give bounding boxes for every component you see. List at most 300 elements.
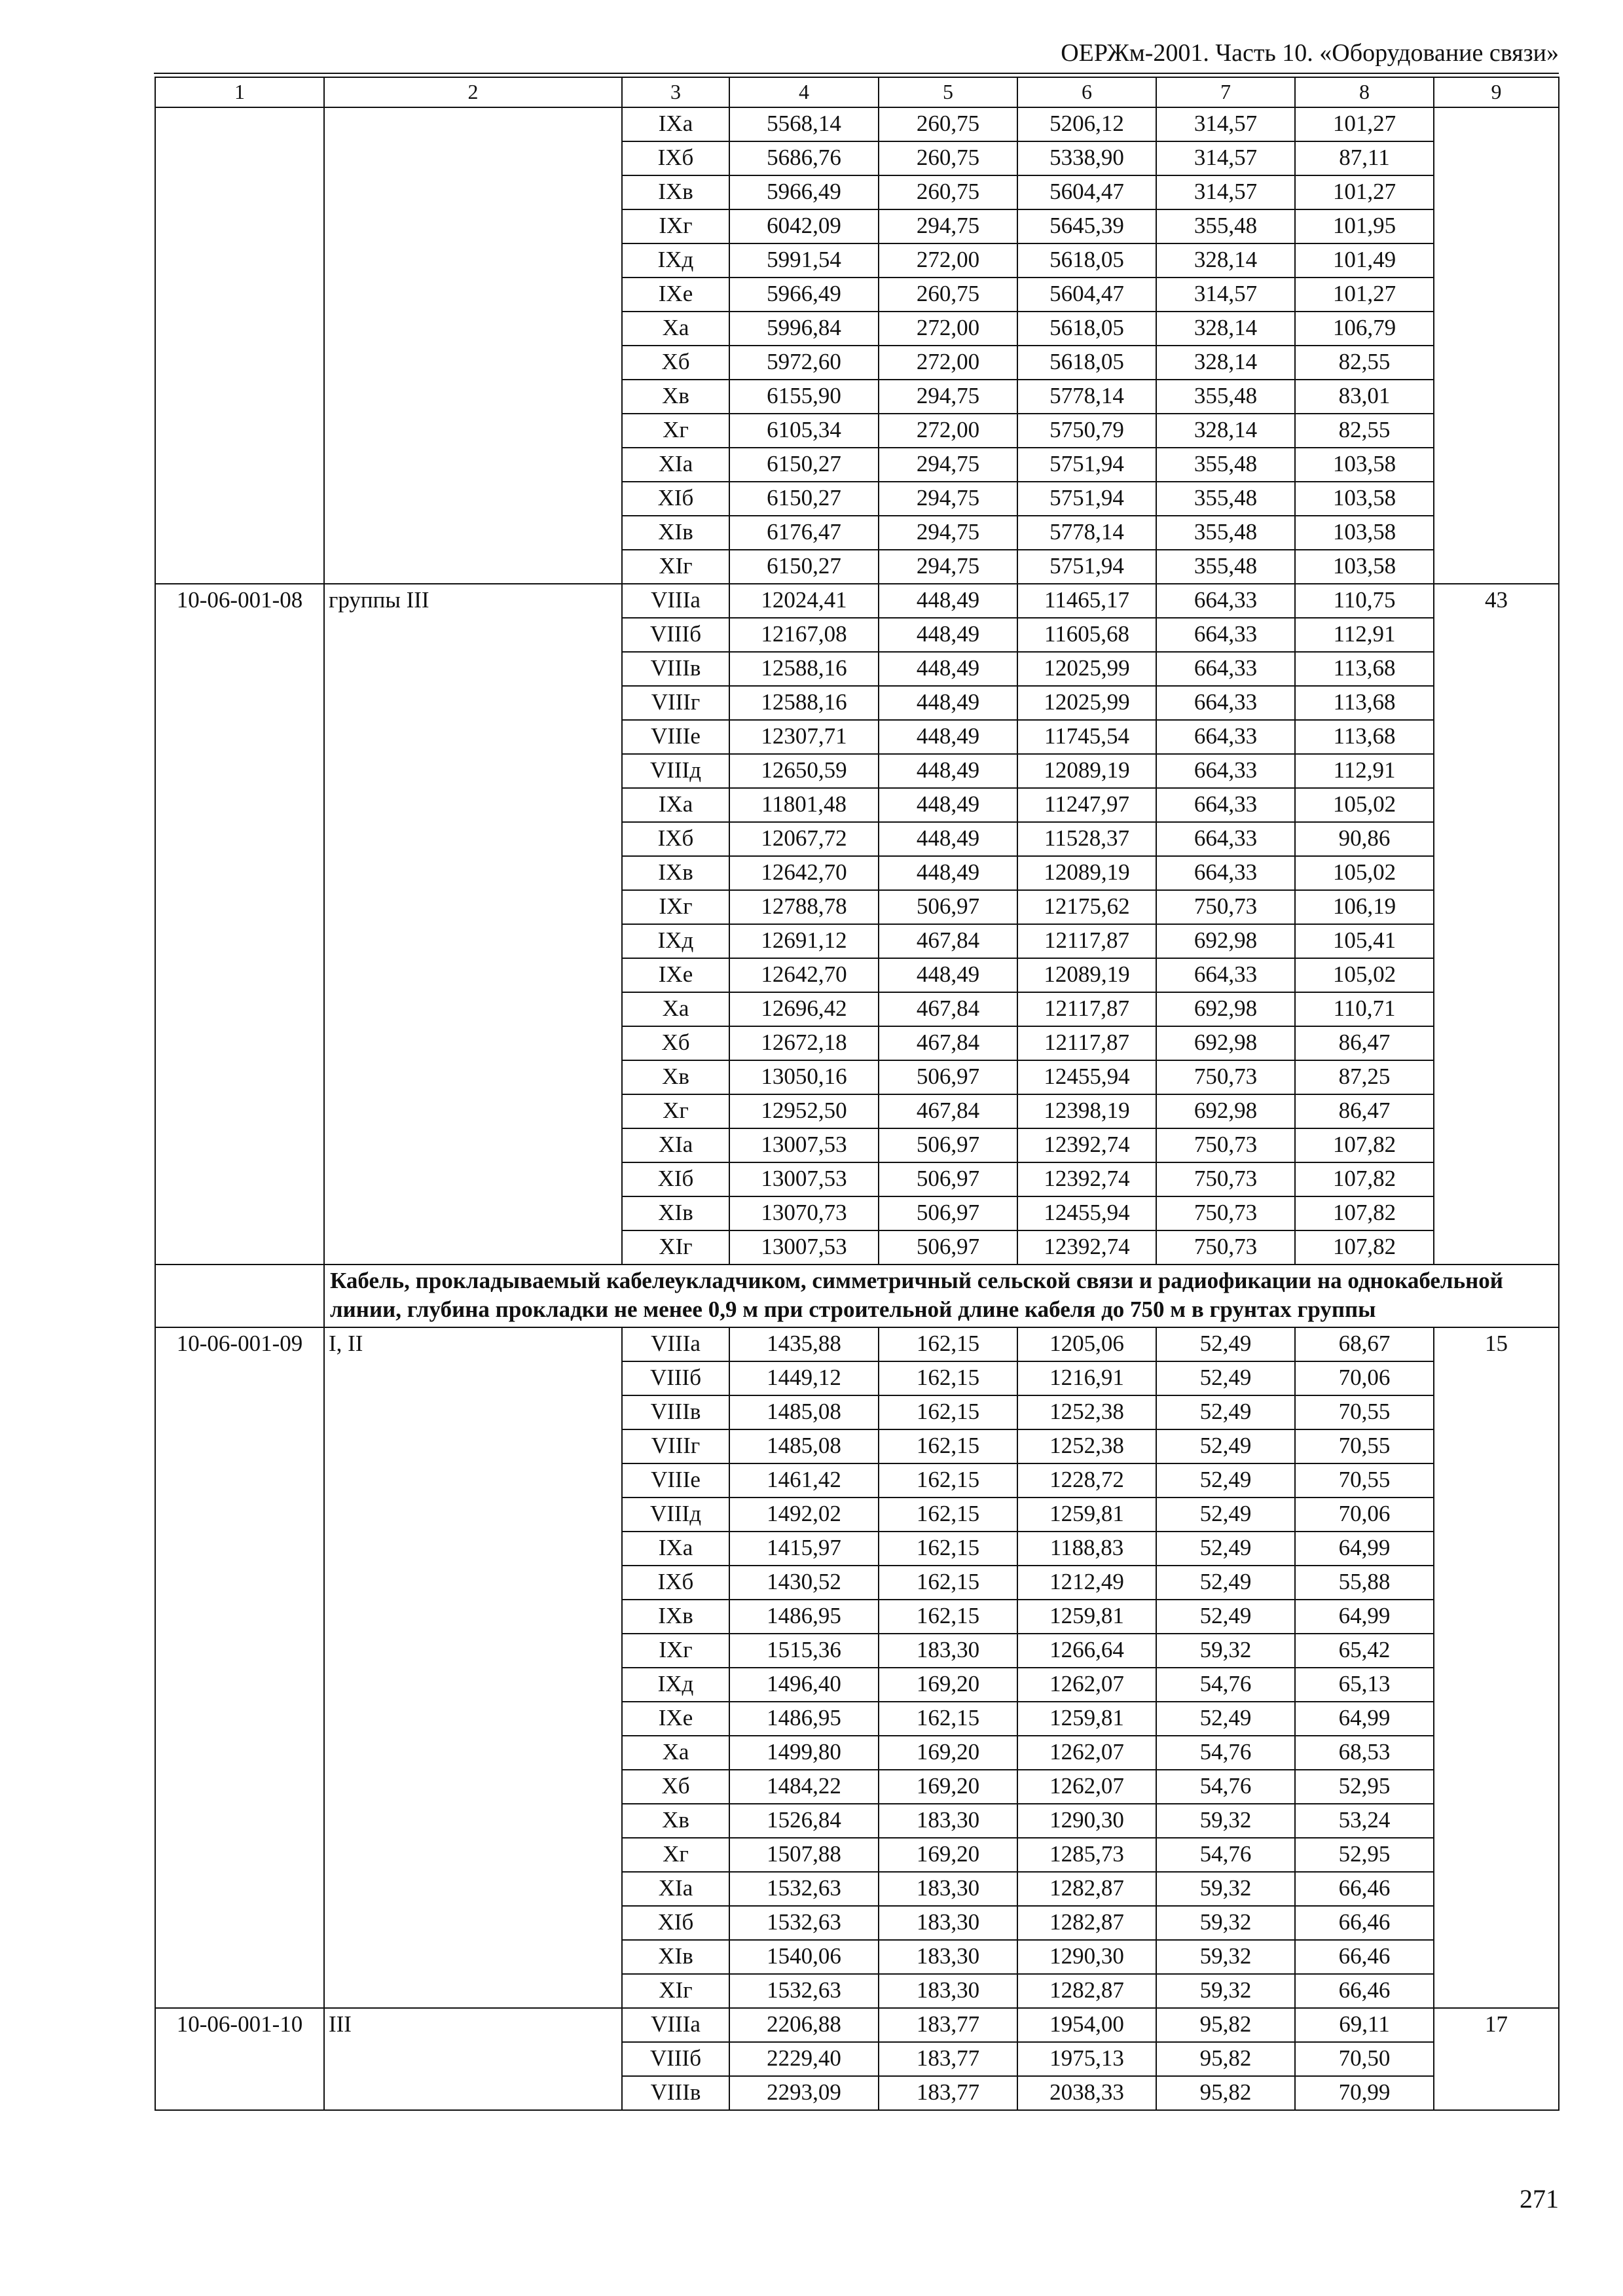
value-cell: 314,57 — [1156, 278, 1295, 312]
value-cell: 355,48 — [1156, 448, 1295, 482]
region-code: VIIIе — [622, 720, 729, 754]
value-cell: 183,77 — [879, 2008, 1017, 2042]
value-cell: 162,15 — [879, 1532, 1017, 1566]
value-cell: 11745,54 — [1017, 720, 1156, 754]
value-cell: 1484,22 — [729, 1770, 879, 1804]
value-cell: 448,49 — [879, 686, 1017, 720]
value-cell: 70,55 — [1295, 1463, 1434, 1498]
value-cell: 105,02 — [1295, 856, 1434, 890]
value-cell: 52,49 — [1156, 1327, 1295, 1361]
value-cell: 1499,80 — [729, 1736, 879, 1770]
value-cell: 12392,74 — [1017, 1162, 1156, 1196]
value-cell: 5618,05 — [1017, 243, 1156, 278]
column-number: 7 — [1156, 77, 1295, 107]
value-cell: 355,48 — [1156, 550, 1295, 584]
value-cell: 294,75 — [879, 380, 1017, 414]
table-row — [155, 584, 1559, 618]
region-code: VIIIа — [622, 584, 729, 618]
col9-value: 17 — [1434, 2008, 1559, 2110]
value-cell: 12691,12 — [729, 924, 879, 958]
value-cell: 506,97 — [879, 1128, 1017, 1162]
value-cell: 5778,14 — [1017, 380, 1156, 414]
value-cell: 1532,63 — [729, 1906, 879, 1940]
value-cell: 105,02 — [1295, 788, 1434, 822]
value-cell: 52,49 — [1156, 1498, 1295, 1532]
value-cell: 1259,81 — [1017, 1498, 1156, 1532]
value-cell: 664,33 — [1156, 856, 1295, 890]
value-cell: 294,75 — [879, 209, 1017, 243]
value-cell: 272,00 — [879, 414, 1017, 448]
value-cell: 1486,95 — [729, 1600, 879, 1634]
section-row — [155, 1265, 1559, 1327]
value-cell: 664,33 — [1156, 618, 1295, 652]
value-cell: 53,24 — [1295, 1804, 1434, 1838]
region-code: VIIIв — [622, 1395, 729, 1429]
value-cell: 52,49 — [1156, 1600, 1295, 1634]
value-cell: 5991,54 — [729, 243, 879, 278]
value-cell: 106,19 — [1295, 890, 1434, 924]
value-cell: 12175,62 — [1017, 890, 1156, 924]
value-cell: 467,84 — [879, 1026, 1017, 1060]
value-cell: 12642,70 — [729, 958, 879, 992]
value-cell: 664,33 — [1156, 958, 1295, 992]
value-cell: 355,48 — [1156, 380, 1295, 414]
value-cell: 5778,14 — [1017, 516, 1156, 550]
value-cell: 1290,30 — [1017, 1940, 1156, 1974]
value-cell: 82,55 — [1295, 346, 1434, 380]
value-cell: 6150,27 — [729, 448, 879, 482]
table-body — [155, 77, 1559, 2110]
value-cell: 162,15 — [879, 1395, 1017, 1429]
value-cell: 66,46 — [1295, 1906, 1434, 1940]
column-number: 9 — [1434, 77, 1559, 107]
price-table — [155, 77, 1559, 2111]
value-cell: 1266,64 — [1017, 1634, 1156, 1668]
region-code: XIв — [622, 1196, 729, 1230]
value-cell: 12117,87 — [1017, 992, 1156, 1026]
value-cell: 1212,49 — [1017, 1566, 1156, 1600]
value-cell: 162,15 — [879, 1498, 1017, 1532]
value-cell: 355,48 — [1156, 482, 1295, 516]
page-number: 271 — [1520, 2184, 1559, 2214]
value-cell: 664,33 — [1156, 652, 1295, 686]
value-cell: 1415,97 — [729, 1532, 879, 1566]
value-cell: 52,49 — [1156, 1361, 1295, 1395]
value-cell: 467,84 — [879, 992, 1017, 1026]
value-cell: 68,67 — [1295, 1327, 1434, 1361]
column-number: 6 — [1017, 77, 1156, 107]
value-cell: 65,13 — [1295, 1668, 1434, 1702]
column-number: 1 — [155, 77, 324, 107]
value-cell: 448,49 — [879, 618, 1017, 652]
region-code: XIа — [622, 1128, 729, 1162]
value-cell: 183,30 — [879, 1974, 1017, 2008]
region-code: VIIIг — [622, 1429, 729, 1463]
value-cell: 101,27 — [1295, 278, 1434, 312]
value-cell: 13050,16 — [729, 1060, 879, 1094]
value-cell: 355,48 — [1156, 209, 1295, 243]
value-cell: 5751,94 — [1017, 482, 1156, 516]
value-cell: 5618,05 — [1017, 346, 1156, 380]
region-code: Xа — [622, 1736, 729, 1770]
value-cell: 5751,94 — [1017, 550, 1156, 584]
rate-name: I, II — [324, 1327, 622, 2008]
region-code: XIб — [622, 1162, 729, 1196]
value-cell: 5996,84 — [729, 312, 879, 346]
value-cell: 1492,02 — [729, 1498, 879, 1532]
value-cell: 1975,13 — [1017, 2042, 1156, 2076]
value-cell: 5966,49 — [729, 278, 879, 312]
value-cell: 664,33 — [1156, 686, 1295, 720]
region-code: IXд — [622, 1668, 729, 1702]
value-cell: 183,30 — [879, 1804, 1017, 1838]
value-cell: 11801,48 — [729, 788, 879, 822]
value-cell: 506,97 — [879, 1060, 1017, 1094]
value-cell: 105,41 — [1295, 924, 1434, 958]
rate-code: 10-06-001-10 — [155, 2008, 324, 2110]
region-code: IXа — [622, 788, 729, 822]
value-cell: 65,42 — [1295, 1634, 1434, 1668]
value-cell: 1262,07 — [1017, 1668, 1156, 1702]
value-cell: 12392,74 — [1017, 1128, 1156, 1162]
region-code: Xб — [622, 1026, 729, 1060]
value-cell: 6042,09 — [729, 209, 879, 243]
region-code: VIIIд — [622, 754, 729, 788]
value-cell: 13007,53 — [729, 1162, 879, 1196]
value-cell: 69,11 — [1295, 2008, 1434, 2042]
value-cell: 6155,90 — [729, 380, 879, 414]
value-cell: 1486,95 — [729, 1702, 879, 1736]
region-code: IXг — [622, 209, 729, 243]
value-cell: 260,75 — [879, 278, 1017, 312]
value-cell: 5604,47 — [1017, 278, 1156, 312]
value-cell: 294,75 — [879, 516, 1017, 550]
value-cell: 12025,99 — [1017, 652, 1156, 686]
section-title: Кабель, прокладываемый кабелеукладчиком, симметричный сельской связи и радиофикации на однокабельной линии, глубина прокладки не менее 0,9 м при строительной длине кабеля до 750 м в грунтах группы — [324, 1265, 1559, 1327]
value-cell: 183,77 — [879, 2042, 1017, 2076]
value-cell: 105,02 — [1295, 958, 1434, 992]
value-cell: 59,32 — [1156, 1974, 1295, 2008]
value-cell: 11247,97 — [1017, 788, 1156, 822]
rate-name: группы III — [324, 584, 622, 1265]
value-cell: 95,82 — [1156, 2008, 1295, 2042]
value-cell: 162,15 — [879, 1600, 1017, 1634]
rate-code: 10-06-001-08 — [155, 584, 324, 1265]
value-cell: 183,30 — [879, 1940, 1017, 1974]
value-cell: 467,84 — [879, 1094, 1017, 1128]
value-cell: 12650,59 — [729, 754, 879, 788]
value-cell: 95,82 — [1156, 2076, 1295, 2110]
value-cell: 12117,87 — [1017, 924, 1156, 958]
value-cell: 12455,94 — [1017, 1060, 1156, 1094]
value-cell: 5966,49 — [729, 175, 879, 209]
value-cell: 64,99 — [1295, 1532, 1434, 1566]
rate-name: III — [324, 2008, 622, 2110]
region-code: IXе — [622, 958, 729, 992]
value-cell: 12307,71 — [729, 720, 879, 754]
value-cell: 59,32 — [1156, 1906, 1295, 1940]
value-cell: 169,20 — [879, 1838, 1017, 1872]
section-empty-cell — [155, 1265, 324, 1327]
value-cell: 314,57 — [1156, 141, 1295, 175]
value-cell: 86,47 — [1295, 1026, 1434, 1060]
value-cell: 52,49 — [1156, 1566, 1295, 1600]
value-cell: 1461,42 — [729, 1463, 879, 1498]
value-cell: 162,15 — [879, 1702, 1017, 1736]
value-cell: 12167,08 — [729, 618, 879, 652]
value-cell: 70,55 — [1295, 1429, 1434, 1463]
region-code: XIг — [622, 1974, 729, 2008]
value-cell: 12067,72 — [729, 822, 879, 856]
region-code: VIIIг — [622, 686, 729, 720]
region-code: IXе — [622, 1702, 729, 1736]
value-cell: 467,84 — [879, 924, 1017, 958]
value-cell: 1532,63 — [729, 1872, 879, 1906]
value-cell: 1540,06 — [729, 1940, 879, 1974]
region-code: Xа — [622, 312, 729, 346]
value-cell: 692,98 — [1156, 1094, 1295, 1128]
value-cell: 5972,60 — [729, 346, 879, 380]
col9-value: 43 — [1434, 584, 1559, 1265]
value-cell: 86,47 — [1295, 1094, 1434, 1128]
value-cell: 294,75 — [879, 482, 1017, 516]
value-cell: 101,27 — [1295, 107, 1434, 141]
value-cell: 1485,08 — [729, 1395, 879, 1429]
column-number: 4 — [729, 77, 879, 107]
table-row — [155, 1327, 1559, 1361]
value-cell: 1507,88 — [729, 1838, 879, 1872]
value-cell: 12788,78 — [729, 890, 879, 924]
value-cell: 1228,72 — [1017, 1463, 1156, 1498]
value-cell: 70,99 — [1295, 2076, 1434, 2110]
value-cell: 107,82 — [1295, 1196, 1434, 1230]
value-cell: 1485,08 — [729, 1429, 879, 1463]
value-cell: 162,15 — [879, 1361, 1017, 1395]
table-row — [155, 107, 1559, 141]
value-cell: 169,20 — [879, 1770, 1017, 1804]
value-cell: 2206,88 — [729, 2008, 879, 2042]
value-cell: 103,58 — [1295, 448, 1434, 482]
value-cell: 12588,16 — [729, 652, 879, 686]
value-cell: 101,95 — [1295, 209, 1434, 243]
value-cell: 101,49 — [1295, 243, 1434, 278]
value-cell: 162,15 — [879, 1327, 1017, 1361]
value-cell: 112,91 — [1295, 618, 1434, 652]
value-cell: 52,49 — [1156, 1463, 1295, 1498]
column-number: 2 — [324, 77, 622, 107]
column-number: 5 — [879, 77, 1017, 107]
value-cell: 107,82 — [1295, 1162, 1434, 1196]
value-cell: 54,76 — [1156, 1770, 1295, 1804]
value-cell: 314,57 — [1156, 107, 1295, 141]
value-cell: 314,57 — [1156, 175, 1295, 209]
value-cell: 59,32 — [1156, 1872, 1295, 1906]
value-cell: 5604,47 — [1017, 175, 1156, 209]
rate-code — [155, 107, 324, 584]
value-cell: 750,73 — [1156, 1060, 1295, 1094]
region-code: IXг — [622, 1634, 729, 1668]
value-cell: 1282,87 — [1017, 1872, 1156, 1906]
value-cell: 12642,70 — [729, 856, 879, 890]
value-cell: 113,68 — [1295, 652, 1434, 686]
value-cell: 54,76 — [1156, 1736, 1295, 1770]
col9-value — [1434, 107, 1559, 584]
region-code: VIIIд — [622, 1498, 729, 1532]
value-cell: 12455,94 — [1017, 1196, 1156, 1230]
value-cell: 54,76 — [1156, 1838, 1295, 1872]
running-header: ОЕРЖм-2001. Часть 10. «Оборудование связи» — [1061, 39, 1559, 67]
col9-value: 15 — [1434, 1327, 1559, 2008]
value-cell: 448,49 — [879, 652, 1017, 686]
value-cell: 103,58 — [1295, 516, 1434, 550]
value-cell: 1282,87 — [1017, 1974, 1156, 2008]
value-cell: 1205,06 — [1017, 1327, 1156, 1361]
value-cell: 107,82 — [1295, 1230, 1434, 1265]
value-cell: 692,98 — [1156, 992, 1295, 1026]
value-cell: 66,46 — [1295, 1872, 1434, 1906]
value-cell: 5645,39 — [1017, 209, 1156, 243]
value-cell: 272,00 — [879, 346, 1017, 380]
value-cell: 70,55 — [1295, 1395, 1434, 1429]
value-cell: 355,48 — [1156, 516, 1295, 550]
value-cell: 70,06 — [1295, 1361, 1434, 1395]
value-cell: 448,49 — [879, 822, 1017, 856]
value-cell: 448,49 — [879, 788, 1017, 822]
value-cell: 1262,07 — [1017, 1770, 1156, 1804]
table-row — [155, 2008, 1559, 2042]
value-cell: 448,49 — [879, 754, 1017, 788]
value-cell: 1515,36 — [729, 1634, 879, 1668]
region-code: IXб — [622, 822, 729, 856]
value-cell: 750,73 — [1156, 1196, 1295, 1230]
value-cell: 59,32 — [1156, 1634, 1295, 1668]
value-cell: 1449,12 — [729, 1361, 879, 1395]
value-cell: 1259,81 — [1017, 1600, 1156, 1634]
value-cell: 12117,87 — [1017, 1026, 1156, 1060]
value-cell: 12089,19 — [1017, 754, 1156, 788]
value-cell: 103,58 — [1295, 482, 1434, 516]
value-cell: 5618,05 — [1017, 312, 1156, 346]
value-cell: 52,49 — [1156, 1429, 1295, 1463]
value-cell: 692,98 — [1156, 1026, 1295, 1060]
value-cell: 11528,37 — [1017, 822, 1156, 856]
value-cell: 750,73 — [1156, 1128, 1295, 1162]
region-code: VIIIа — [622, 2008, 729, 2042]
value-cell: 5338,90 — [1017, 141, 1156, 175]
value-cell: 6150,27 — [729, 482, 879, 516]
region-code: XIг — [622, 550, 729, 584]
rate-name — [324, 107, 622, 584]
value-cell: 169,20 — [879, 1736, 1017, 1770]
region-code: IXв — [622, 175, 729, 209]
value-cell: 506,97 — [879, 1162, 1017, 1196]
value-cell: 328,14 — [1156, 414, 1295, 448]
value-cell: 692,98 — [1156, 924, 1295, 958]
value-cell: 5206,12 — [1017, 107, 1156, 141]
value-cell: 169,20 — [879, 1668, 1017, 1702]
value-cell: 448,49 — [879, 584, 1017, 618]
region-code: Xб — [622, 1770, 729, 1804]
value-cell: 5568,14 — [729, 107, 879, 141]
value-cell: 328,14 — [1156, 346, 1295, 380]
value-cell: 1496,40 — [729, 1668, 879, 1702]
value-cell: 328,14 — [1156, 243, 1295, 278]
value-cell: 64,99 — [1295, 1702, 1434, 1736]
value-cell: 448,49 — [879, 958, 1017, 992]
value-cell: 260,75 — [879, 107, 1017, 141]
region-code: Xг — [622, 1838, 729, 1872]
value-cell: 106,79 — [1295, 312, 1434, 346]
region-code: XIв — [622, 516, 729, 550]
value-cell: 12024,41 — [729, 584, 879, 618]
value-cell: 1252,38 — [1017, 1395, 1156, 1429]
value-cell: 87,25 — [1295, 1060, 1434, 1094]
region-code: IXв — [622, 856, 729, 890]
value-cell: 162,15 — [879, 1566, 1017, 1600]
region-code: XIв — [622, 1940, 729, 1974]
value-cell: 12672,18 — [729, 1026, 879, 1060]
value-cell: 1435,88 — [729, 1327, 879, 1361]
value-cell: 2229,40 — [729, 2042, 879, 2076]
value-cell: 12089,19 — [1017, 856, 1156, 890]
region-code: IXд — [622, 924, 729, 958]
value-cell: 506,97 — [879, 890, 1017, 924]
value-cell: 664,33 — [1156, 822, 1295, 856]
value-cell: 183,30 — [879, 1906, 1017, 1940]
value-cell: 55,88 — [1295, 1566, 1434, 1600]
value-cell: 101,27 — [1295, 175, 1434, 209]
value-cell: 2293,09 — [729, 2076, 879, 2110]
value-cell: 272,00 — [879, 312, 1017, 346]
value-cell: 294,75 — [879, 550, 1017, 584]
value-cell: 664,33 — [1156, 788, 1295, 822]
header-rule — [154, 73, 1559, 74]
value-cell: 13070,73 — [729, 1196, 879, 1230]
value-cell: 66,46 — [1295, 1974, 1434, 2008]
region-code: Xв — [622, 1804, 729, 1838]
value-cell: 12952,50 — [729, 1094, 879, 1128]
value-cell: 506,97 — [879, 1230, 1017, 1265]
value-cell: 113,68 — [1295, 720, 1434, 754]
value-cell: 5750,79 — [1017, 414, 1156, 448]
value-cell: 12696,42 — [729, 992, 879, 1026]
value-cell: 12588,16 — [729, 686, 879, 720]
value-cell: 70,50 — [1295, 2042, 1434, 2076]
value-cell: 506,97 — [879, 1196, 1017, 1230]
value-cell: 66,46 — [1295, 1940, 1434, 1974]
region-code: XIб — [622, 482, 729, 516]
region-code: Xв — [622, 1060, 729, 1094]
value-cell: 750,73 — [1156, 1162, 1295, 1196]
value-cell: 1285,73 — [1017, 1838, 1156, 1872]
value-cell: 6176,47 — [729, 516, 879, 550]
value-cell: 664,33 — [1156, 720, 1295, 754]
value-cell: 1216,91 — [1017, 1361, 1156, 1395]
region-code: IXе — [622, 278, 729, 312]
region-code: Xа — [622, 992, 729, 1026]
value-cell: 1188,83 — [1017, 1532, 1156, 1566]
value-cell: 52,95 — [1295, 1770, 1434, 1804]
value-cell: 183,77 — [879, 2076, 1017, 2110]
region-code: VIIIб — [622, 1361, 729, 1395]
region-code: IXа — [622, 107, 729, 141]
region-code: IXг — [622, 890, 729, 924]
region-code: Xг — [622, 414, 729, 448]
value-cell: 103,58 — [1295, 550, 1434, 584]
column-number: 8 — [1295, 77, 1434, 107]
region-code: IXа — [622, 1532, 729, 1566]
column-number: 3 — [622, 77, 729, 107]
